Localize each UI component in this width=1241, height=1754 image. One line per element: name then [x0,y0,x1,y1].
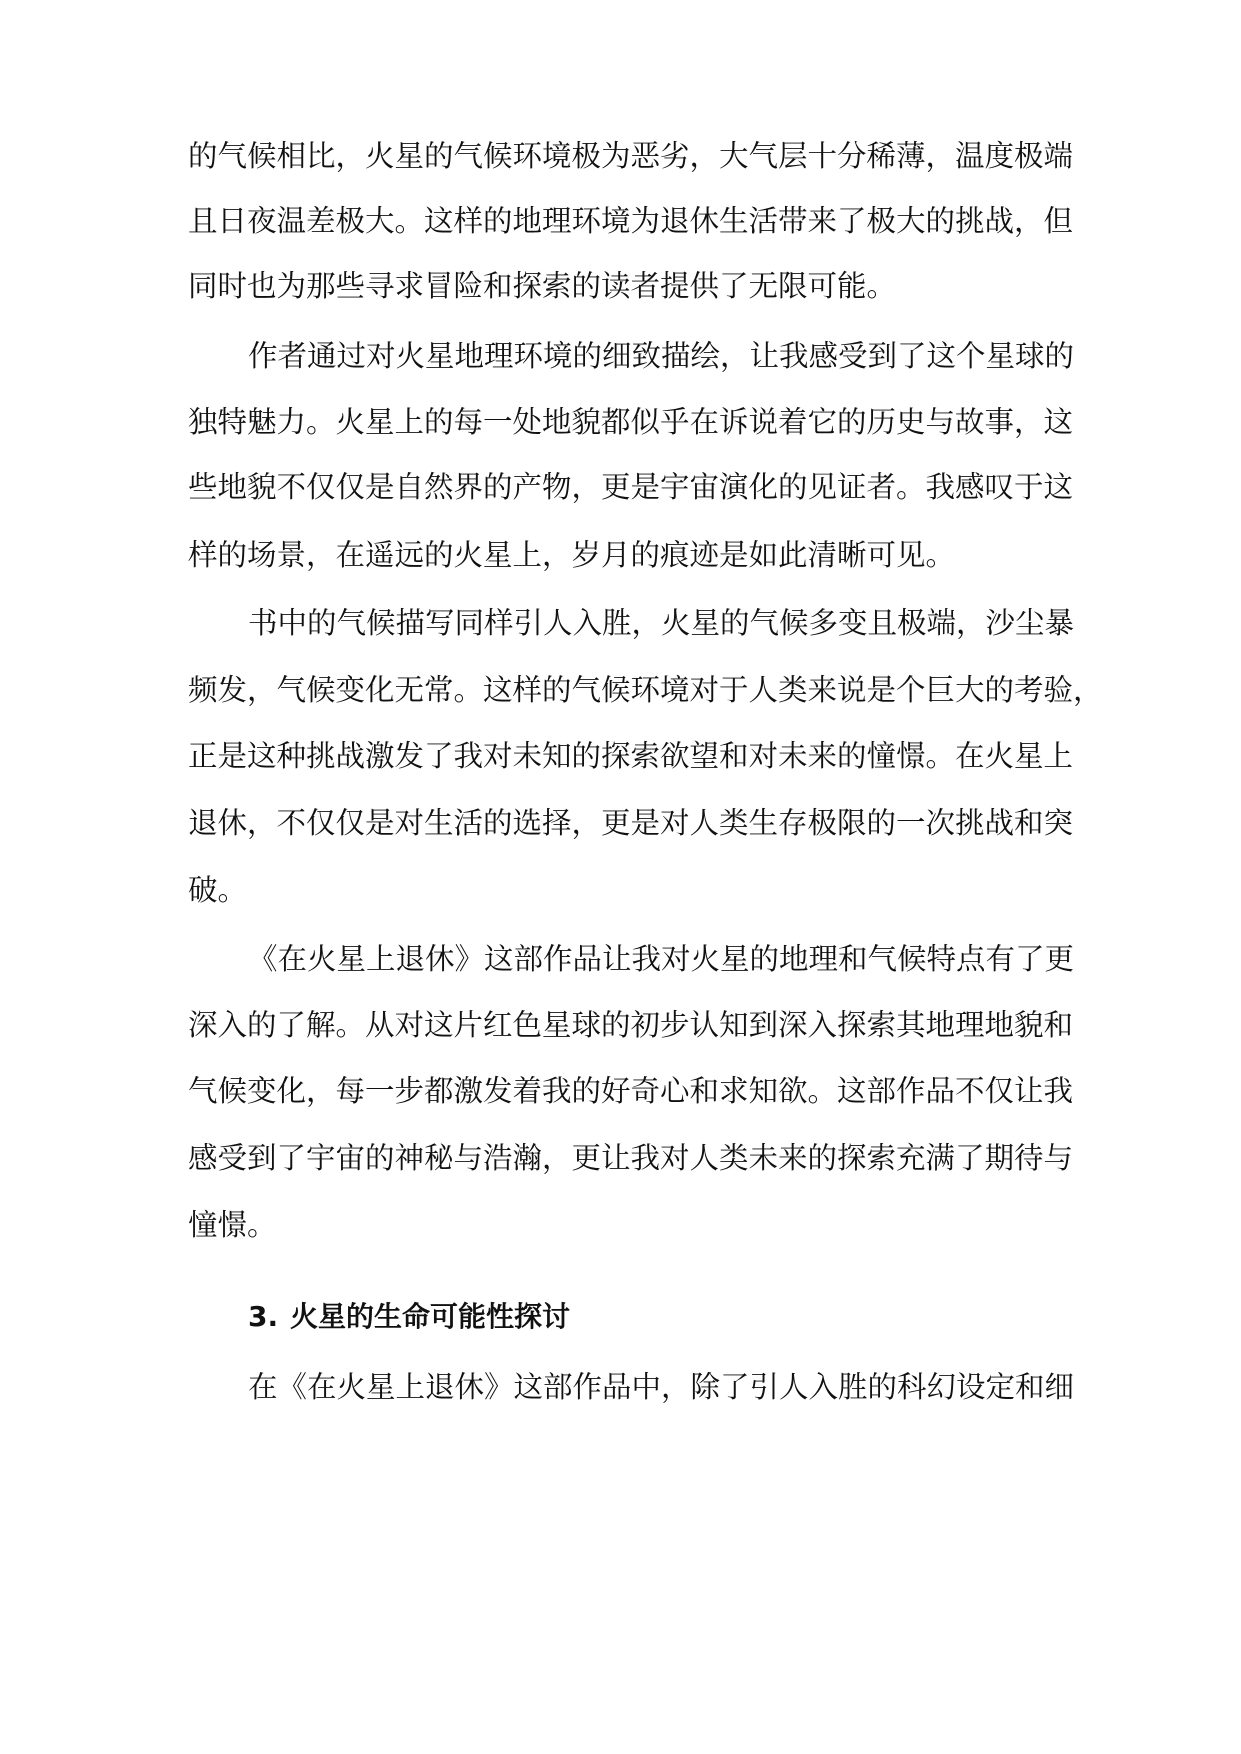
paragraph-4-line-3: 气候变化，每一步都激发着我的好奇心和求知欲。这部作品不仅让我 [188,1074,1074,1108]
paragraph-2-line-1: 作者通过对火星地理环境的细致描绘，让我感受到了这个星球的 [248,339,1075,373]
paragraph-3-line-1: 书中的气候描写同样引人入胜，火星的气候多变且极端，沙尘暴 [248,606,1075,640]
paragraph-2-line-3: 些地貌不仅仅是自然界的产物，更是宇宙演化的见证者。我感叹于这 [188,470,1074,504]
paragraph-1-line-3: 同时也为那些寻求冒险和探索的读者提供了无限可能。 [188,269,897,303]
section-heading [248,1297,1054,1337]
paragraph-4-line-4: 感受到了宇宙的神秘与浩瀚，更让我对人类未来的探索充满了期待与 [188,1141,1074,1175]
paragraph-3-line-2: 频发，气候变化无常。这样的气候环境对于人类来说是个巨大的考验， [188,673,1103,707]
paragraph-3-line-4: 退休，不仅仅是对生活的选择，更是对人类生存极限的一次挑战和突 [188,806,1074,840]
section-title: 火星的生命可能性探讨 [290,1300,571,1333]
paragraph-4-line-1: 《在火星上退休》这部作品让我对火星的地理和气候特点有了更 [248,942,1075,976]
section-number: 3. [248,1300,279,1333]
paragraph-4-line-2: 深入的了解。从对这片红色星球的初步认知到深入探索其地理地貌和 [188,1008,1074,1042]
paragraph-4-line-5: 憧憬。 [188,1208,277,1242]
paragraph-3-line-3: 正是这种挑战激发了我对未知的探索欲望和对未来的憧憬。在火星上 [188,739,1074,773]
paragraph-5-line-1: 在《在火星上退休》这部作品中，除了引人入胜的科幻设定和细 [248,1370,1075,1404]
paragraph-1-line-2: 且日夜温差极大。这样的地理环境为退休生活带来了极大的挑战，但 [188,204,1074,238]
paragraph-2-line-4: 样的场景，在遥远的火星上，岁月的痕迹是如此清晰可见。 [188,538,956,572]
paragraph-3-line-5: 破。 [188,873,248,907]
paragraph-1-line-1: 的气候相比，火星的气候环境极为恶劣，大气层十分稀薄，温度极端 [188,139,1074,173]
paragraph-2-line-2: 独特魅力。火星上的每一处地貌都似乎在诉说着它的历史与故事，这 [188,405,1074,439]
